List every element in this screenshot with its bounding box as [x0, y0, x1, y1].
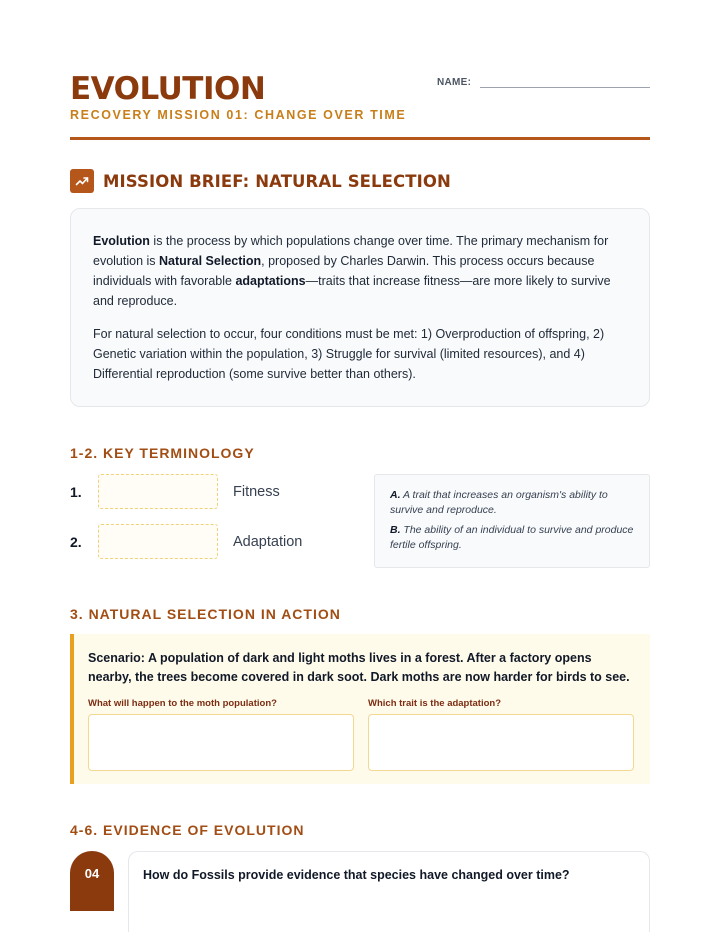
- question-number-badge: 04: [70, 851, 114, 911]
- question-label: What will happen to the moth population?: [88, 698, 277, 709]
- brief-text: , proposed by Charles Darwin. This process occurs because individuals with favorable: [93, 254, 595, 288]
- question-grid: [88, 698, 636, 771]
- question-1: [88, 698, 354, 771]
- definitions-box: [374, 474, 650, 568]
- question-2: [368, 698, 634, 771]
- brief-paragraph-1: [93, 231, 627, 311]
- mission-brief-heading: [70, 169, 451, 193]
- page-title: EVOLUTION: [70, 71, 266, 107]
- term-word: Fitness: [233, 483, 280, 500]
- page-subtitle: RECOVERY MISSION 01: CHANGE OVER TIME: [70, 108, 407, 122]
- brief-text: —traits that increase fitness—are more likely to survive and reproduce.: [93, 274, 611, 308]
- trending-up-icon: [70, 169, 94, 193]
- question-text: provide evidence that species have changed over time?: [234, 868, 570, 882]
- name-label: NAME:: [437, 77, 472, 88]
- question-text: ?: [495, 698, 502, 709]
- term-natural-selection: Natural Selection: [159, 254, 262, 268]
- term-word: Adaptation: [233, 533, 303, 550]
- scenario-text: Scenario: A population of dark and light moths lives in a forest. After a factory opens nearby, the trees become covered in dark soot. Dark moths are now harder for birds to see.: [88, 651, 630, 684]
- question-keyword: adaptation: [447, 698, 496, 709]
- answer-box[interactable]: [368, 714, 634, 771]
- evidence-question-card[interactable]: [128, 851, 650, 932]
- definition-letter: B.: [390, 524, 401, 536]
- name-field-group: [437, 72, 650, 88]
- worksheet-header: [70, 70, 650, 122]
- brief-paragraph-2: For natural selection to occur, four conditions must be met: 1) Overproduction of offspring, 2) Genetic variation within the population, 3) Struggle for survival (limited resources), and 4) Differential reproduction (some survive better than others).: [93, 327, 605, 381]
- action-section-title: 3. NATURAL SELECTION IN ACTION: [70, 606, 341, 622]
- mission-brief-title: MISSION BRIEF: NATURAL SELECTION: [103, 171, 451, 191]
- term-evolution: Evolution: [93, 234, 150, 248]
- definition-text: A trait that increases an organism's ability to survive and reproduce.: [390, 489, 608, 516]
- definition-text: The ability of an individual to survive and produce fertile offspring.: [390, 524, 634, 551]
- question-label: [368, 698, 634, 709]
- term-row-2: [70, 524, 302, 559]
- question-keyword: Fossils: [191, 868, 235, 882]
- term-answer-box[interactable]: [98, 524, 218, 559]
- term-number: 1.: [70, 483, 82, 500]
- definition-letter: A.: [390, 489, 401, 501]
- answer-box[interactable]: [88, 714, 354, 771]
- term-answer-box[interactable]: [98, 474, 218, 509]
- evidence-item-04: [70, 851, 650, 932]
- term-number: 2.: [70, 533, 82, 550]
- definition-b: [390, 523, 634, 553]
- header-divider: [70, 137, 650, 140]
- evidence-section-title: 4-6. EVIDENCE OF EVOLUTION: [70, 822, 305, 838]
- question-text: Which trait is the: [368, 698, 448, 709]
- term-adaptations: adaptations: [235, 274, 306, 288]
- name-input-line[interactable]: [480, 72, 650, 88]
- question-text: How do: [143, 868, 192, 882]
- terminology-section-title: 1-2. KEY TERMINOLOGY: [70, 445, 255, 461]
- definition-a: [390, 488, 634, 518]
- mission-brief-box: [70, 208, 650, 407]
- scenario-box: [70, 634, 650, 784]
- term-row-1: [70, 474, 280, 509]
- brief-text: is the process by which populations change over time. The primary mechanism for evolution is: [93, 234, 609, 268]
